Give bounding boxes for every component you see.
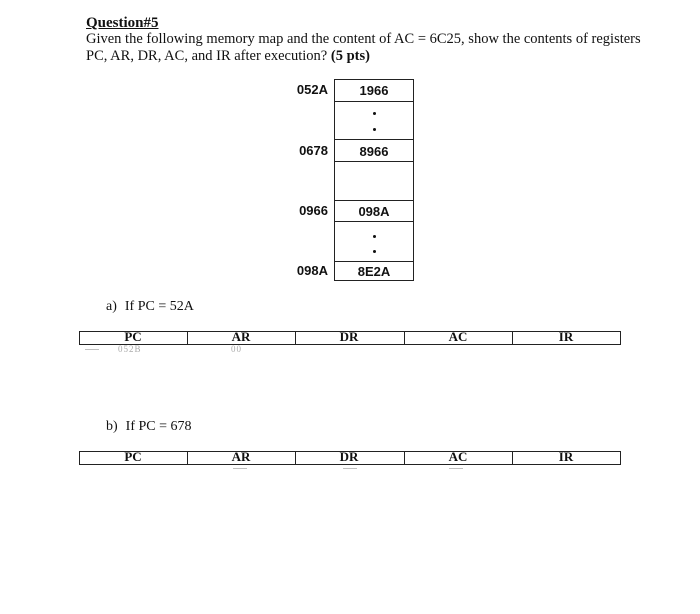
part-b-letter: b) xyxy=(106,419,118,434)
question-points: (5 pts) xyxy=(330,48,370,64)
header-ar: AR xyxy=(231,329,251,344)
memory-column xyxy=(334,79,414,281)
memory-address: 098A xyxy=(296,263,328,278)
memory-divider xyxy=(335,200,413,201)
memory-divider xyxy=(335,139,413,140)
part-a-label xyxy=(106,299,194,315)
part-b-condition: If PC = 678 xyxy=(125,419,192,434)
header-ir: IR xyxy=(558,449,574,464)
part-b-label xyxy=(106,419,192,435)
faint-mark xyxy=(85,349,99,350)
memory-content: 8966 xyxy=(359,144,389,159)
ellipsis-dot xyxy=(373,235,376,238)
memory-content: 098A xyxy=(358,204,390,219)
memory-divider xyxy=(335,221,413,222)
header-ir: IR xyxy=(558,329,574,344)
memory-address: 0678 xyxy=(299,143,328,158)
question-text xyxy=(86,31,641,65)
ellipsis-dot xyxy=(373,112,376,115)
memory-address: 0966 xyxy=(299,203,328,218)
header-dr: DR xyxy=(339,329,359,344)
table-divider xyxy=(620,331,621,345)
header-pc: PC xyxy=(124,449,142,464)
faint-mark xyxy=(449,468,463,469)
question-heading: Question#5 xyxy=(86,15,159,31)
register-table-b xyxy=(79,451,621,465)
header-ac: AC xyxy=(448,449,468,464)
register-table-a xyxy=(79,331,621,345)
memory-divider xyxy=(335,261,413,262)
table-divider xyxy=(620,451,621,465)
faint-pc-value: 052B xyxy=(118,344,142,354)
ellipsis-dot xyxy=(373,128,376,131)
header-pc: PC xyxy=(124,329,142,344)
faint-ar-value: 00 xyxy=(231,344,242,354)
question-line-1: Given the following memory map and the content of AC = 6C25, show the contents of registers xyxy=(86,31,641,47)
memory-divider xyxy=(335,101,413,102)
faint-mark xyxy=(233,468,247,469)
question-line-2-text: PC, AR, DR, AC, and IR after execution? xyxy=(86,48,328,64)
memory-content: 1966 xyxy=(359,83,389,98)
memory-address: 052A xyxy=(296,82,328,97)
header-dr: DR xyxy=(339,449,359,464)
faint-mark xyxy=(343,468,357,469)
ellipsis-dot xyxy=(373,250,376,253)
part-a-letter: a) xyxy=(106,299,117,314)
part-a-condition: If PC = 52A xyxy=(124,299,194,314)
memory-divider xyxy=(335,161,413,162)
question-line-2 xyxy=(86,48,641,65)
memory-content: 8E2A xyxy=(357,264,391,279)
header-ar: AR xyxy=(231,449,251,464)
header-ac: AC xyxy=(448,329,468,344)
